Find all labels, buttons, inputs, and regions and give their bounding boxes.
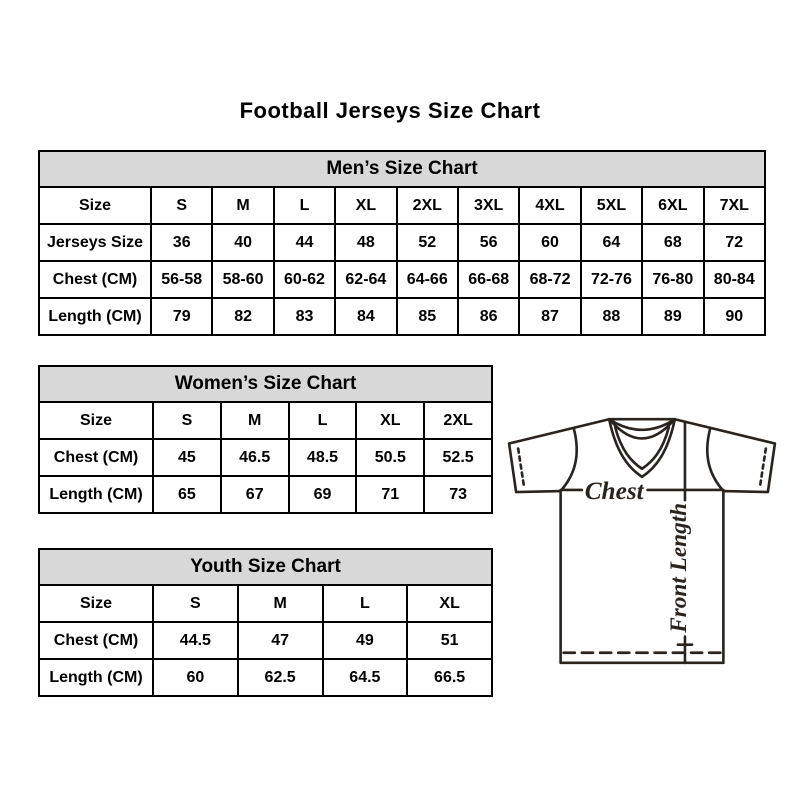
table-row — [39, 402, 492, 439]
table-cell: 90 — [704, 298, 765, 335]
table-row — [39, 585, 492, 622]
table-cell: 85 — [397, 298, 458, 335]
table-cell: 83 — [274, 298, 335, 335]
table-cell: 84 — [335, 298, 396, 335]
table-cell: 51 — [407, 622, 492, 659]
table-cell: 5XL — [581, 187, 642, 224]
table-row — [39, 476, 492, 513]
table-title-row — [39, 151, 765, 187]
table-cell: L — [289, 402, 357, 439]
table-cell: 65 — [153, 476, 221, 513]
row-label: Chest (CM) — [39, 622, 153, 659]
table-cell: 88 — [581, 298, 642, 335]
table-cell: 45 — [153, 439, 221, 476]
table-cell: 58-60 — [212, 261, 273, 298]
table-cell: 66.5 — [407, 659, 492, 696]
table-row — [39, 298, 765, 335]
table-cell: 64.5 — [323, 659, 408, 696]
table-cell: S — [153, 585, 238, 622]
right-armhole-seam — [707, 428, 723, 491]
table-cell: XL — [356, 402, 424, 439]
table-cell: M — [221, 402, 289, 439]
row-label: Length (CM) — [39, 298, 151, 335]
table-cell: 47 — [238, 622, 323, 659]
jersey-outline — [509, 419, 775, 663]
table-row — [39, 439, 492, 476]
table-cell: 69 — [289, 476, 357, 513]
table-cell: 52 — [397, 224, 458, 261]
row-label: Length (CM) — [39, 476, 153, 513]
table-cell: 60 — [153, 659, 238, 696]
row-label: Size — [39, 402, 153, 439]
row-label: Size — [39, 187, 151, 224]
table-cell: XL — [335, 187, 396, 224]
table-cell: 67 — [221, 476, 289, 513]
table-cell: 49 — [323, 622, 408, 659]
youth-size-table — [38, 548, 493, 697]
table-cell: 48 — [335, 224, 396, 261]
mens-size-table — [38, 150, 766, 336]
table-cell: S — [151, 187, 212, 224]
table-cell: 44 — [274, 224, 335, 261]
row-label: Length (CM) — [39, 659, 153, 696]
row-label: Jerseys Size — [39, 224, 151, 261]
table-row — [39, 224, 765, 261]
table-cell: 64 — [581, 224, 642, 261]
table-cell: 66-68 — [458, 261, 519, 298]
table-cell: 87 — [519, 298, 580, 335]
table-row — [39, 261, 765, 298]
table-title: Women’s Size Chart — [39, 366, 492, 402]
table-cell: 2XL — [397, 187, 458, 224]
table-cell: 86 — [458, 298, 519, 335]
table-cell: 76-80 — [642, 261, 703, 298]
table-cell: L — [323, 585, 408, 622]
table-cell: 46.5 — [221, 439, 289, 476]
jersey-measurement-diagram — [503, 398, 781, 676]
table-cell: 72 — [704, 224, 765, 261]
table-cell: 82 — [212, 298, 273, 335]
left-cuff-dashed-line — [518, 449, 524, 488]
table-cell: 79 — [151, 298, 212, 335]
jersey-diagram-svg — [503, 398, 781, 676]
table-cell: 44.5 — [153, 622, 238, 659]
table-cell: M — [212, 187, 273, 224]
table-cell: 6XL — [642, 187, 703, 224]
table-cell: L — [274, 187, 335, 224]
table-cell: 40 — [212, 224, 273, 261]
table-cell: 60-62 — [274, 261, 335, 298]
table-cell: M — [238, 585, 323, 622]
table-cell: 3XL — [458, 187, 519, 224]
table-cell: 71 — [356, 476, 424, 513]
table-cell: 89 — [642, 298, 703, 335]
table-title: Men’s Size Chart — [39, 151, 765, 187]
table-cell: 52.5 — [424, 439, 492, 476]
table-cell: 68 — [642, 224, 703, 261]
table-cell: 56 — [458, 224, 519, 261]
row-label: Chest (CM) — [39, 439, 153, 476]
table-cell: 68-72 — [519, 261, 580, 298]
table-cell: 36 — [151, 224, 212, 261]
table-title-row — [39, 366, 492, 402]
table-title-row — [39, 549, 492, 585]
left-armhole-seam — [561, 428, 577, 491]
table-cell: S — [153, 402, 221, 439]
table-cell: 7XL — [704, 187, 765, 224]
right-cuff-dashed-line — [760, 449, 766, 488]
table-row — [39, 659, 492, 696]
page-title: Football Jerseys Size Chart — [239, 98, 541, 123]
table-cell: 64-66 — [397, 261, 458, 298]
table-cell: 80-84 — [704, 261, 765, 298]
table-cell: XL — [407, 585, 492, 622]
table-cell: 62-64 — [335, 261, 396, 298]
row-label: Size — [39, 585, 153, 622]
table-row — [39, 187, 765, 224]
womens-size-table — [38, 365, 493, 514]
table-cell: 2XL — [424, 402, 492, 439]
table-row — [39, 622, 492, 659]
table-cell: 56-58 — [151, 261, 212, 298]
table-cell: 48.5 — [289, 439, 357, 476]
front-length-label: Front Length — [666, 502, 693, 633]
row-label: Chest (CM) — [39, 261, 151, 298]
table-cell: 72-76 — [581, 261, 642, 298]
table-title: Youth Size Chart — [39, 549, 492, 585]
chest-label: Chest — [584, 477, 644, 506]
table-cell: 73 — [424, 476, 492, 513]
table-cell: 62.5 — [238, 659, 323, 696]
table-cell: 60 — [519, 224, 580, 261]
table-cell: 4XL — [519, 187, 580, 224]
table-cell: 50.5 — [356, 439, 424, 476]
